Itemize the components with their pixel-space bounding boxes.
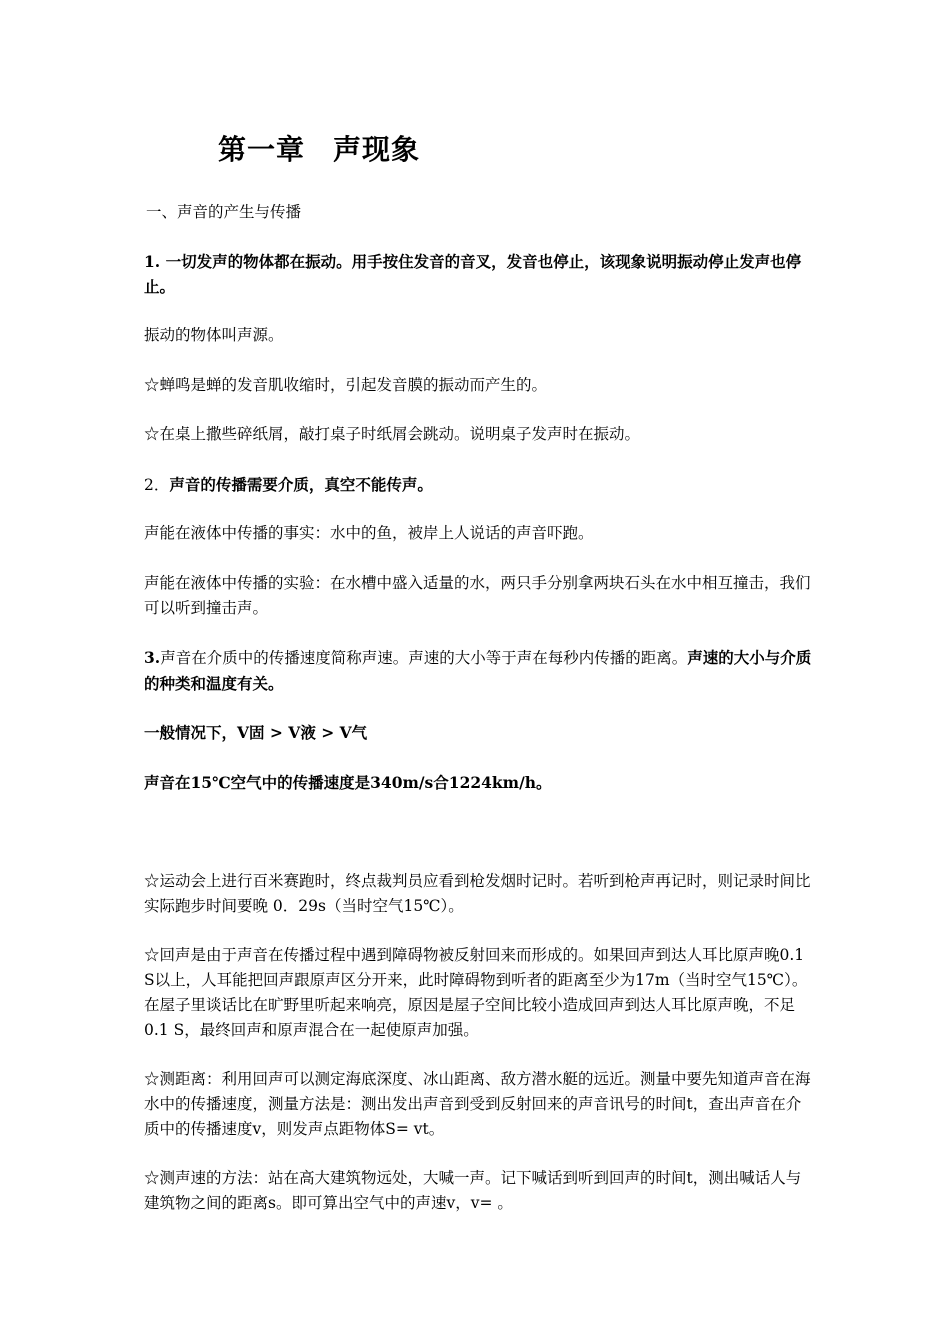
paragraph-6: 声能在液体中传播的事实：水中的鱼，被岸上人说话的声音吓跑。: [144, 524, 594, 542]
paragraph-7: 声能在液体中传播的实验：在水槽中盛入适量的水，两只手分别拿两块石头在水中相互撞击，我们可以听到撞击声。: [144, 574, 811, 617]
paragraph-10: 声音在15℃空气中的传播速度是340m/s合1224km/h。: [144, 773, 552, 792]
paragraph-1: 1. 一切发声的物体都在振动。用手按住发音的音叉，发音也停止，该现象说明振动停止发声也停止。: [144, 252, 802, 296]
paragraph-14: ☆测声速的方法：站在高大建筑物远处，大喊一声。记下喊话到听到回声的时间t，测出喊话人与建筑物之间的距离s。即可算出空气中的声速v，v= 。: [144, 1169, 802, 1212]
paragraph-8-text: 声音在介质中的传播速度简称声速。声速的大小等于声在每秒内传播的距离。: [160, 649, 688, 667]
paragraph-5-number: 2．: [144, 476, 170, 494]
chapter-number: 第一章: [218, 133, 306, 166]
chapter-heading: [218, 128, 420, 168]
paragraph-8-number: 3.: [144, 648, 161, 667]
paragraph-8-bold: 声速的大小与介质的种类和温度有关。: [144, 648, 812, 693]
section-heading: 一、声音的产生与传播: [146, 203, 302, 221]
paragraph-11: ☆运动会上进行百米赛跑时，终点裁判员应看到枪发烟时记时。若听到枪声再记时，则记录时间比实际跑步时间要晚 0．29s（当时空气15℃）。: [144, 872, 811, 915]
paragraph-13: ☆测距离：利用回声可以测定海底深度、冰山距离、敌方潜水艇的远近。测量中要先知道声音在海水中的传播速度，测量方法是：测出发出声音到受到反射回来的声音讯号的时间t，查出声音在介质中的传播速度v，则发声点距物体S= vt。: [144, 1070, 811, 1138]
paragraph-4: ☆在桌上撒些碎纸屑，敲打桌子时纸屑会跳动。说明桌子发声时在振动。: [144, 425, 641, 443]
paragraph-9: 一般情况下，V固 > V液 > V气: [144, 723, 368, 742]
paragraph-8: [144, 645, 812, 697]
paragraph-2: 振动的物体叫声源。: [144, 326, 284, 344]
chapter-title: 声现象: [333, 133, 421, 166]
paragraph-12: ☆回声是由于声音在传播过程中遇到障碍物被反射回来而形成的。如果回声到达人耳比原声晚0.1 S以上，人耳能把回声跟原声区分开来，此时障碍物到听者的距离至少为17m（当时空气15℃）。在屋子里谈话比在旷野里听起来响亮，原因是屋子空间比较小造成回声到达人耳比原声晚，不足0.1 S，最终回声和原声混合在一起使原声加强。: [144, 946, 808, 1039]
paragraph-5-bold: 声音的传播需要介质，真空不能传声。: [169, 475, 433, 494]
paragraph-5: [144, 472, 812, 498]
paragraph-3: ☆蝉鸣是蝉的发音肌收缩时，引起发音膜的振动而产生的。: [144, 376, 548, 394]
